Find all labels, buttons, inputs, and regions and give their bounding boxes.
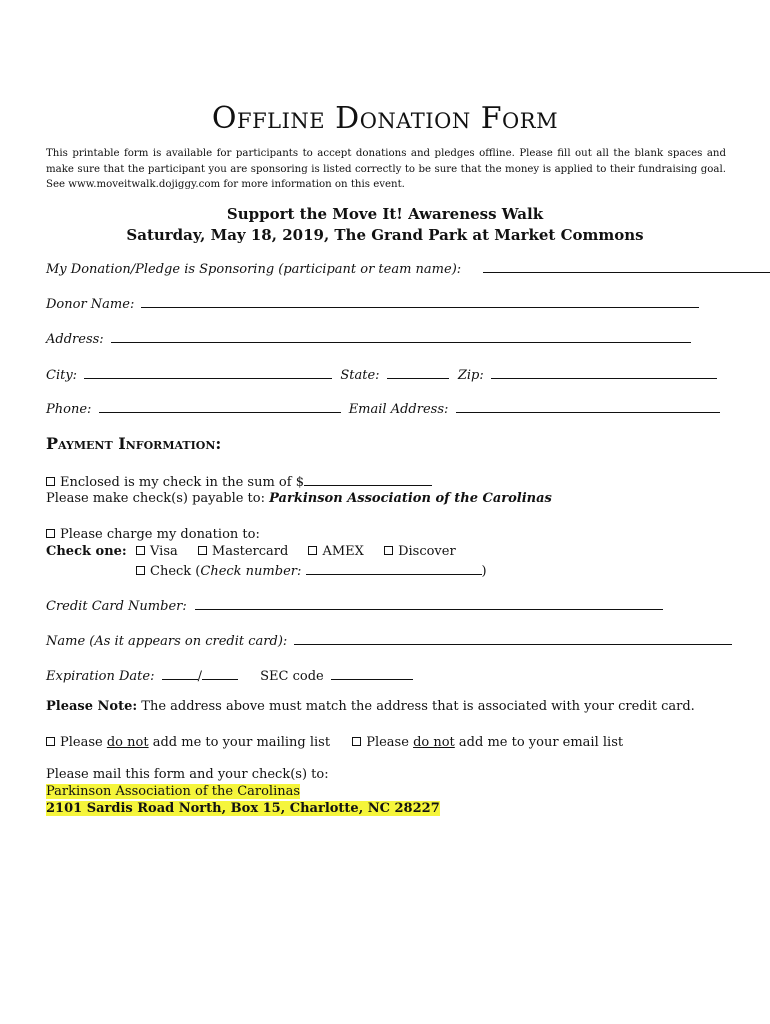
payable-to: Parkinson Association of the Carolinas bbox=[269, 491, 552, 506]
state-label: State: bbox=[340, 368, 380, 383]
pay-by-check-checkbox[interactable] bbox=[136, 566, 145, 575]
mailing-intro: Please mail this form and your check(s) to: bbox=[46, 767, 329, 782]
mailing-opt-out-checkbox[interactable] bbox=[46, 737, 55, 746]
address-label: Address: bbox=[46, 332, 104, 347]
city-state-zip-row bbox=[46, 366, 717, 383]
note-row bbox=[46, 699, 695, 714]
check-amount-field[interactable] bbox=[304, 473, 432, 486]
email-opt-out-emphasis: do not bbox=[413, 735, 455, 750]
cc-name-row bbox=[46, 632, 732, 649]
check-one-label: Check one: bbox=[46, 544, 127, 559]
mailing-opt-out-post: add me to your mailing list bbox=[148, 735, 331, 750]
discover-checkbox[interactable] bbox=[384, 546, 393, 555]
sponsoring-label: My Donation/Pledge is Sponsoring (participant or team name): bbox=[46, 262, 462, 277]
check-number-row bbox=[136, 562, 487, 579]
intro-paragraph: This printable form is available for participants to accept donations and pledges offline. Please fill out all the blank spaces and make sure that the participant you are sponsoring is listed correctly to be sure that the money is applied to their fundraising goal. See www.moveitwalk.dojiggy.com for more information on this event. bbox=[46, 148, 726, 190]
city-label: City: bbox=[46, 368, 78, 383]
sponsoring-row bbox=[46, 260, 770, 277]
mailing-address: 2101 Sardis Road North, Box 15, Charlotte, NC 28227 bbox=[46, 801, 440, 816]
sponsoring-field[interactable] bbox=[483, 260, 770, 273]
zip-field[interactable] bbox=[491, 366, 717, 379]
phone-field[interactable] bbox=[99, 400, 341, 413]
payment-heading: Payment Information: bbox=[46, 434, 222, 453]
event-date-location: Saturday, May 18, 2019, The Grand Park at Market Commons bbox=[126, 226, 644, 244]
expiration-label: Expiration Date: bbox=[46, 669, 155, 684]
email-label: Email Address: bbox=[348, 402, 449, 417]
opt-out-row bbox=[46, 735, 623, 750]
payable-prefix: Please make check(s) payable to: bbox=[46, 491, 265, 506]
visa-checkbox[interactable] bbox=[136, 546, 145, 555]
check-label: Check ( bbox=[150, 564, 201, 579]
exp-month-field[interactable] bbox=[162, 667, 198, 680]
mailing-opt-out-pre: Please bbox=[60, 735, 107, 750]
donor-name-label: Donor Name: bbox=[46, 297, 135, 312]
address-field[interactable] bbox=[111, 330, 691, 343]
card-type-row bbox=[46, 544, 456, 559]
cc-number-row bbox=[46, 597, 663, 614]
page-title: Offline Donation Form bbox=[211, 101, 559, 136]
note-label: Please Note: bbox=[46, 699, 138, 714]
mailing-address-row bbox=[46, 801, 440, 816]
amex-checkbox[interactable] bbox=[308, 546, 317, 555]
email-field[interactable] bbox=[456, 400, 720, 413]
mastercard-label: Mastercard bbox=[211, 544, 289, 559]
note-text: The address above must match the address that is associated with your credit card. bbox=[141, 699, 695, 714]
donor-name-field[interactable] bbox=[141, 295, 699, 308]
phone-label: Phone: bbox=[46, 402, 92, 417]
amex-label: AMEX bbox=[322, 544, 364, 559]
mailing-org-row bbox=[46, 784, 300, 799]
event-name: Support the Move It! Awareness Walk bbox=[226, 205, 544, 223]
city-field[interactable] bbox=[84, 366, 332, 379]
donor-name-row bbox=[46, 295, 699, 312]
sec-code-field[interactable] bbox=[331, 667, 413, 680]
charge-option-label: Please charge my donation to: bbox=[60, 527, 260, 542]
state-field[interactable] bbox=[387, 366, 449, 379]
email-opt-out-pre: Please bbox=[366, 735, 414, 750]
check-enclosed-checkbox[interactable] bbox=[46, 477, 55, 486]
visa-label: Visa bbox=[150, 544, 178, 559]
mailing-opt-out-emphasis: do not bbox=[106, 735, 149, 750]
mailing-org: Parkinson Association of the Carolinas bbox=[46, 784, 301, 799]
email-opt-out-post: add me to your email list bbox=[454, 735, 624, 750]
check-option-label: Enclosed is my check in the sum of $ bbox=[60, 475, 304, 490]
cc-name-label: Name (As it appears on credit card): bbox=[46, 634, 288, 649]
check-close-paren: ) bbox=[481, 564, 487, 579]
discover-label: Discover bbox=[398, 544, 456, 559]
email-opt-out-checkbox[interactable] bbox=[352, 737, 361, 746]
exp-separator: / bbox=[197, 669, 202, 684]
zip-label: Zip: bbox=[457, 368, 484, 383]
cc-number-field[interactable] bbox=[195, 597, 663, 610]
mastercard-checkbox[interactable] bbox=[198, 546, 207, 555]
check-number-field[interactable] bbox=[306, 562, 482, 575]
phone-email-row bbox=[46, 400, 720, 417]
payable-row bbox=[46, 491, 552, 506]
exp-year-field[interactable] bbox=[202, 667, 238, 680]
charge-option-row bbox=[46, 527, 260, 542]
expiration-row bbox=[46, 667, 413, 684]
sec-code-label: SEC code bbox=[260, 669, 324, 684]
cc-number-label: Credit Card Number: bbox=[46, 599, 187, 614]
address-row bbox=[46, 330, 691, 347]
charge-card-checkbox[interactable] bbox=[46, 529, 55, 538]
check-option-row bbox=[46, 473, 432, 490]
check-number-label: Check number: bbox=[200, 564, 302, 579]
cc-name-field[interactable] bbox=[294, 632, 732, 645]
